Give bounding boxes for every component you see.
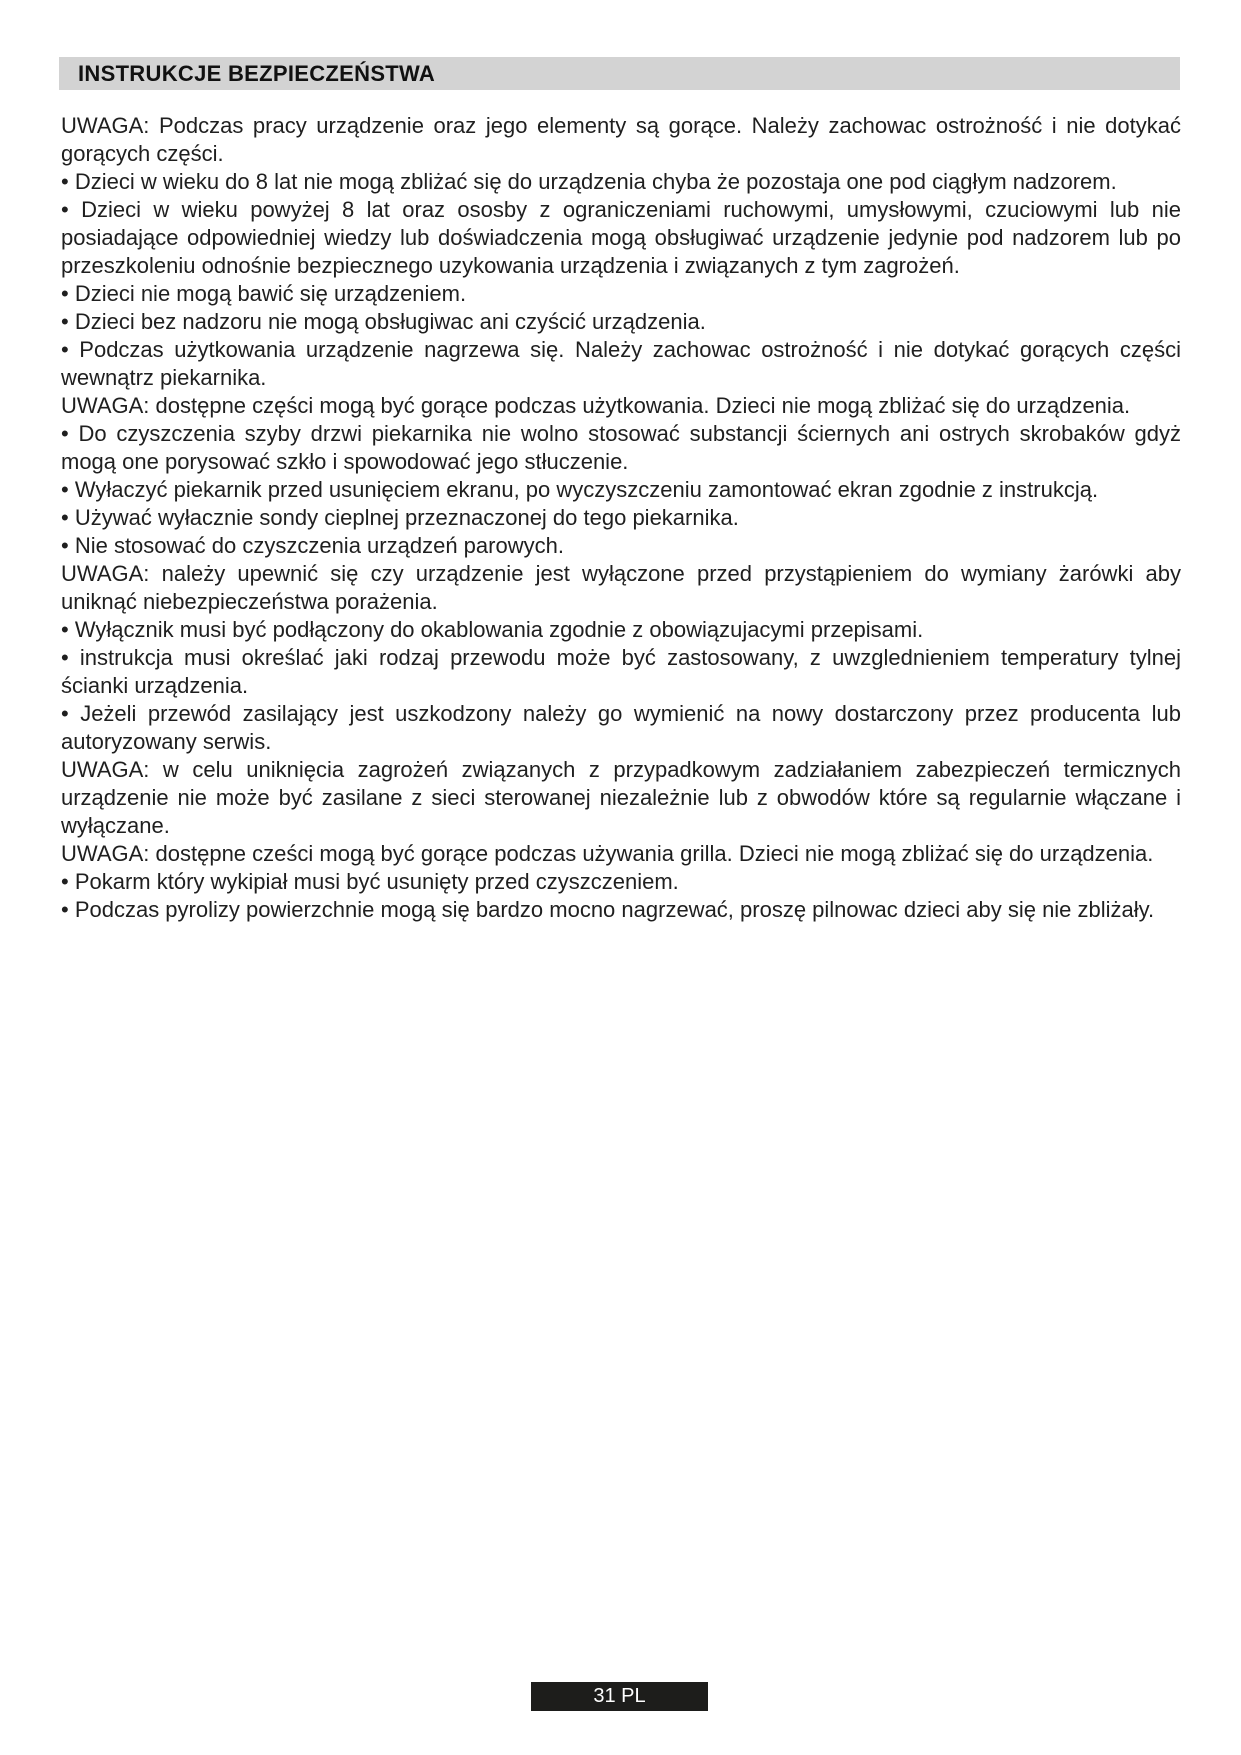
- paragraph: • Dzieci w wieku powyżej 8 lat oraz ososby z ograniczeniami ruchowymi, umysłowymi, czuciowymi lub nie posiadające odpowiedniej wiedzy lub doświadczenia mogą obsługiwać urządzenie jedynie pod nadzorem lub po przeszkoleniu odnośnie bezpiecznego uzykowania urządzenia i związanych z tym zagrożeń.: [61, 197, 1181, 278]
- paragraph: • Wyłaczyć piekarnik przed usunięciem ekranu, po wyczyszczeniu zamontować ekran zgodnie z instrukcją.: [61, 477, 1099, 502]
- paragraph: • Wyłącznik musi być podłączony do okablowania zgodnie z obowiązujacymi przepisami.: [61, 617, 924, 642]
- paragraph: • Podczas użytkowania urządzenie nagrzewa się. Należy zachowac ostrożność i nie dotykać gorących części wewnątrz piekarnika.: [61, 337, 1181, 390]
- paragraph: • Używać wyłacznie sondy cieplnej przeznaczonej do tego piekarnika.: [61, 505, 739, 530]
- paragraph: • Jeżeli przewód zasilający jest uszkodzony należy go wymienić na nowy dostarczony przez producenta lub autoryzowany serwis.: [61, 701, 1181, 754]
- paragraph: • Dzieci nie mogą bawić się urządzeniem.: [61, 281, 467, 306]
- paragraph: UWAGA: należy upewnić się czy urządzenie jest wyłączone przed przystąpieniem do wymiany żarówki aby uniknąć niebezpieczeństwa porażenia.: [61, 561, 1181, 614]
- paragraph: UWAGA: Podczas pracy urządzenie oraz jego elementy są gorące. Należy zachowac ostrożność i nie dotykać gorących części.: [61, 113, 1181, 166]
- paragraph: • Podczas pyrolizy powierzchnie mogą się bardzo mocno nagrzewać, proszę pilnowac dzieci aby się nie zbliżały.: [61, 897, 1155, 922]
- paragraph: • instrukcja musi określać jaki rodzaj przewodu może być zastosowany, z uwzglednieniem temperatury tylnej ścianki urządzenia.: [61, 645, 1181, 698]
- section-title: INSTRUKCJE BEZPIECZEŃSTWA: [78, 60, 436, 86]
- paragraph: • Nie stosować do czyszczenia urządzeń parowych.: [61, 533, 564, 558]
- paragraph: UWAGA: dostępne cześci mogą być gorące podczas używania grilla. Dzieci nie mogą zbliżać się do urządzenia.: [61, 841, 1154, 866]
- section-header-bar: [59, 57, 1180, 90]
- paragraph: UWAGA: w celu uniknięcia zagrożeń związanych z przypadkowym zadziałaniem zabezpieczeń termicznych urządzenie nie może być zasilane z sieci sterowanej niezależnie lub z obwodów które są regularnie włączane i wyłączane.: [61, 757, 1181, 838]
- paragraph: • Pokarm który wykipiał musi być usunięty przed czyszczeniem.: [61, 869, 679, 894]
- paragraph: • Dzieci bez nadzoru nie mogą obsługiwac ani czyścić urządzenia.: [61, 309, 706, 334]
- page-number-bar: [531, 1682, 708, 1711]
- body-text: [61, 112, 1181, 924]
- paragraph: • Dzieci w wieku do 8 lat nie mogą zbliżać się do urządzenia chyba że pozostaja one pod ciągłym nadzorem.: [61, 169, 1117, 194]
- paragraph: • Do czyszczenia szyby drzwi piekarnika nie wolno stosować substancji ściernych ani ostrych skrobaków gdyż mogą one porysować szkło i spowodować jego stłuczenie.: [61, 421, 1181, 474]
- page-number-label: 31 PL: [593, 1685, 646, 1707]
- paragraph: UWAGA: dostępne części mogą być gorące podczas użytkowania. Dzieci nie mogą zbliżać się do urządzenia.: [61, 393, 1131, 418]
